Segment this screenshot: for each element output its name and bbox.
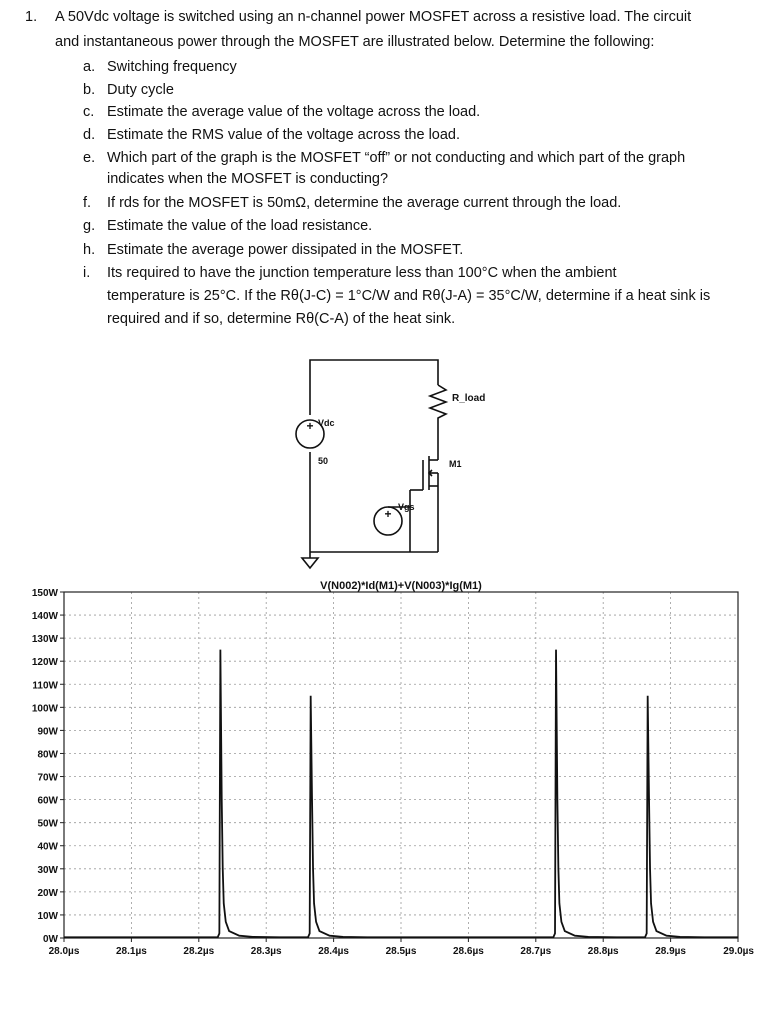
list-item-marker: b. <box>83 82 96 98</box>
x-tick-label: 28.2µs <box>183 946 215 957</box>
x-tick-label: 28.1µs <box>116 946 147 957</box>
list-item-c <box>83 103 480 121</box>
vdc-label: Vdc <box>318 418 335 428</box>
wire-top <box>310 360 438 415</box>
list-item-text: Estimate the average value of the voltage across the load. <box>107 104 481 120</box>
list-item-text: Estimate the average power dissipated in the MOSFET. <box>107 242 464 258</box>
list-item-marker: a. <box>83 59 96 75</box>
list-item-f <box>83 194 621 212</box>
list-item-text: Its required to have the junction temperature less than 100°C when the ambient <box>107 265 617 281</box>
y-tick-label: 120W <box>31 657 58 669</box>
y-axis-ticks <box>32 588 64 945</box>
y-tick-label: 10W <box>37 910 58 922</box>
y-tick-label: 140W <box>31 611 58 623</box>
y-tick-label: 100W <box>31 703 58 715</box>
list-item-marker: i. <box>83 265 91 281</box>
power-waveform-chart <box>0 575 759 1017</box>
list-item-d <box>83 126 460 144</box>
load-resistor <box>430 385 446 450</box>
y-tick-label: 50W <box>37 818 58 830</box>
vgs-plus-sign: + <box>384 507 392 521</box>
list-item-e <box>83 149 685 167</box>
y-tick-label: 30W <box>37 864 58 876</box>
vgs-label: Vgs <box>398 502 415 512</box>
y-tick-label: 150W <box>31 588 58 599</box>
vdc-plus-sign: + <box>306 419 314 433</box>
x-tick-label: 28.6µs <box>453 946 484 957</box>
x-tick-label: 28.5µs <box>385 946 417 957</box>
list-item-h <box>83 241 463 259</box>
x-tick-label: 28.0µs <box>48 946 80 957</box>
list-item-marker: e. <box>83 150 96 166</box>
list-item-i <box>83 264 617 282</box>
list-item-text: Duty cycle <box>107 82 174 98</box>
ground-icon <box>302 558 318 568</box>
x-tick-label: 28.3µs <box>250 946 282 957</box>
y-tick-label: 70W <box>37 772 58 784</box>
x-tick-label: 29.0µs <box>723 946 754 957</box>
list-item-marker: g. <box>83 218 96 234</box>
load-label: R_load <box>452 393 486 404</box>
list-item-text: Estimate the value of the load resistance. <box>107 218 373 234</box>
x-tick-label: 28.8µs <box>587 946 619 957</box>
x-tick-label: 28.7µs <box>520 946 552 957</box>
list-item-marker: d. <box>83 127 96 143</box>
list-item-e-cont: indicates when the MOSFET is conducting? <box>107 171 389 187</box>
list-item-marker: f. <box>83 195 92 211</box>
y-tick-label: 80W <box>37 749 58 761</box>
question-intro-line2: and instantaneous power through the MOSFET are illustrated below. Determine the following: <box>55 34 655 50</box>
x-tick-label: 28.9µs <box>655 946 686 957</box>
y-tick-label: 40W <box>37 841 58 853</box>
chart-grid <box>64 592 738 938</box>
list-item-b <box>83 81 174 99</box>
list-item-text: Estimate the RMS value of the voltage across the load. <box>107 127 461 143</box>
list-item-text: Which part of the graph is the MOSFET “off” or not conducting and which part of the graph <box>107 150 686 166</box>
vdc-value: 50 <box>318 456 329 466</box>
y-tick-label: 130W <box>31 634 58 646</box>
list-item-marker: c. <box>83 104 95 120</box>
y-tick-label: 20W <box>37 887 58 899</box>
list-item-text: If rds for the MOSFET is 50mΩ, determine the average current through the load. <box>107 195 622 211</box>
chart-title: V(N002)*Id(M1)+V(N003)*Ig(M1) <box>320 580 482 592</box>
list-item-text: Switching frequency <box>107 59 237 75</box>
question-number: 1. <box>25 9 38 25</box>
x-tick-label: 28.4µs <box>318 946 349 957</box>
list-item-i-cont2: required and if so, determine Rθ(C-A) of the heat sink. <box>107 311 456 327</box>
list-item-i-cont1: temperature is 25°C. If the Rθ(J-C) = 1°C/W and Rθ(J-A) = 35°C/W, determine if a heat sink is <box>107 288 711 304</box>
y-tick-label: 60W <box>37 795 58 807</box>
question-intro-line1: A 50Vdc voltage is switched using an n-channel power MOSFET across a resistive load. The circuit <box>55 9 692 25</box>
y-tick-label: 110W <box>32 680 58 692</box>
list-item-a <box>83 58 237 76</box>
mosfet-label: M1 <box>449 459 462 469</box>
list-item-marker: h. <box>83 242 96 258</box>
y-tick-label: 90W <box>37 726 58 738</box>
y-tick-label: 0W <box>43 934 58 945</box>
x-axis-ticks <box>49 938 755 957</box>
list-item-g <box>83 217 372 235</box>
circuit-schematic <box>0 330 759 575</box>
